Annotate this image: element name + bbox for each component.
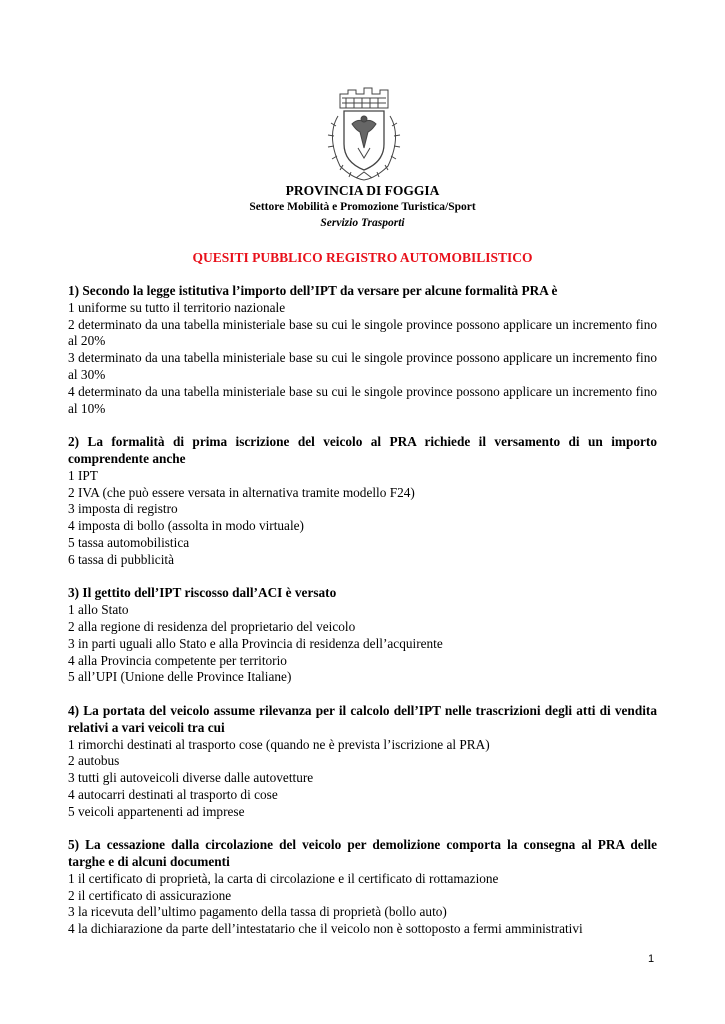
question-3: [68, 585, 657, 686]
answer-option: 3 tutti gli autoveicoli diverse dalle autovetture: [68, 770, 314, 786]
question-heading: 5) La cessazione dalla circolazione del veicolo per demolizione comporta la consegna al PRA delle targhe e di alcuni documenti: [68, 837, 657, 870]
answer-option: 4 imposta di bollo (assolta in modo virtuale): [68, 518, 304, 534]
coat-of-arms-icon: [318, 86, 410, 184]
question-heading: 1) Secondo la legge istitutiva l’importo dell’IPT da versare per alcune formalità PRA è: [68, 283, 558, 298]
service-subtitle: Servizio Trasporti: [320, 217, 405, 229]
question-1: [68, 283, 657, 417]
answer-option: 2 autobus: [68, 753, 120, 769]
answer-option: 3 determinato da una tabella ministeriale base su cui le singole province possono applicare un incremento fino al 30%: [68, 350, 657, 382]
question-5: [68, 837, 657, 938]
answer-option: 6 tassa di pubblicità: [68, 551, 174, 567]
answer-option: 1 il certificato di proprietà, la carta di circolazione e il certificato di rottamazione: [68, 870, 499, 886]
answer-option: 2 il certificato di assicurazione: [68, 887, 232, 903]
answer-option: 1 allo Stato: [68, 602, 129, 618]
page-number: 1: [648, 953, 655, 965]
question-heading: 3) Il gettito dell’IPT riscosso dall’ACI è versato: [68, 585, 337, 601]
question-heading: 2) La formalità di prima iscrizione del veicolo al PRA richiede il versamento di un importo comprendente anche: [68, 434, 657, 466]
answer-option: 1 IPT: [68, 467, 98, 483]
answer-option: 4 autocarri destinati al trasporto di cose: [68, 786, 278, 802]
answer-option: 1 rimorchi destinati al trasporto cose (quando ne è prevista l’iscrizione al PRA): [68, 736, 490, 752]
answer-option: 2 IVA (che può essere versata in alternativa tramite modello F24): [68, 484, 415, 500]
document-title: QUESITI PUBBLICO REGISTRO AUTOMOBILISTICO: [192, 250, 533, 265]
department-subtitle: Settore Mobilità e Promozione Turistica/Sport: [249, 201, 476, 213]
answer-option: 5 veicoli appartenenti ad imprese: [68, 803, 245, 819]
answer-option: 5 tassa automobilistica: [68, 534, 190, 550]
answer-option: 5 all’UPI (Unione delle Province Italiane): [68, 669, 292, 685]
answer-option: 4 alla Provincia competente per territorio: [68, 652, 287, 668]
answer-option: 1 uniforme su tutto il territorio nazionale: [68, 299, 286, 315]
answer-option: 3 la ricevuta dell’ultimo pagamento della tassa di proprietà (bollo auto): [68, 904, 447, 920]
answer-option: 3 imposta di registro: [68, 501, 178, 517]
answer-option: 4 la dichiarazione da parte dell’intestatario che il veicolo non è sottoposto a fermi amministrativi: [68, 921, 583, 937]
question-heading: 4) La portata del veicolo assume rilevanza per il calcolo dell’IPT nelle trascrizioni degli atti di vendita relativi a vari veicoli tra cui: [68, 702, 657, 735]
answer-option: 4 determinato da una tabella ministeriale base su cui le singole province possono applicare un incremento fino al 10%: [68, 383, 657, 416]
province-title: PROVINCIA DI FOGGIA: [285, 183, 440, 198]
answer-option: 2 alla regione di residenza del proprietario del veicolo: [68, 618, 356, 634]
answer-option: 2 determinato da una tabella ministeriale base su cui le singole province possono applicare un incremento fino al 20%: [68, 316, 657, 349]
answer-option: 3 in parti uguali allo Stato e alla Provincia di residenza dell’acquirente: [68, 635, 443, 651]
question-2: [68, 434, 657, 568]
questions-list: [68, 283, 657, 955]
question-4: [68, 703, 657, 821]
